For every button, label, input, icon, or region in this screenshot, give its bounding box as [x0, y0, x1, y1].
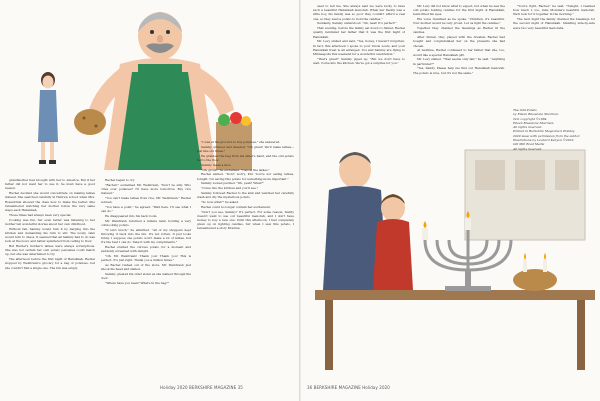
paragraph: Mr. Levy smiled and said, "Yes, honey, I haven't forgotten. In fact, this afternoon I spoke to your Uncle Louis, and your Hanukkah treat is all arranged. You and Sammy are flying to Minneapolis this weekend for a wonderful celebration."	[313, 39, 405, 57]
paragraph: Sammy greeted his older sister as she walked through the door.	[101, 272, 191, 281]
paragraph: Rachel began to cry.	[105, 178, 135, 182]
paragraph: But Rachel's mother's latkes were always scrumptious. She was not certain her own potato pancakes could match up, but she was determined to try.	[5, 244, 95, 257]
paragraph: "I was at the grocer's to buy potatoes," she answered.	[201, 140, 281, 144]
paragraph: Sammy made a face.	[201, 162, 232, 167]
girl-figure	[38, 72, 58, 164]
odd-potato	[74, 109, 106, 135]
credit-rights-2: All rights reserved.	[513, 146, 543, 151]
paragraph: He grabbed the bag from his sister's hand, and the odd potato fell to the floor.	[197, 153, 294, 162]
right-column-1	[313, 4, 405, 114]
credit-publisher: Old Mill Road Media	[513, 142, 545, 147]
paragraph: "Where have you been? What's in the bag?"	[105, 281, 170, 286]
menorah-scene-illustration	[315, 120, 595, 380]
paragraph: Sammy looked puzzled. "Oh, yeah? What?"	[201, 181, 264, 186]
paragraph: "Don't you see, Sammy? It's perfect. For some reason, Daddy doesn't want to use our beautiful menorah, and I don't have money to buy a new one. Until this afternoon, I had completely given up on lighting candles, but when I saw this potato, I remembered a story Momma	[197, 209, 294, 231]
credit-author: Eileen Bluestone Sherman.	[513, 120, 555, 125]
paragraph: Sammy grinned and sneered. "Oh great! We'll make latkes—just like old times."	[197, 144, 294, 153]
paragraph: "You're right, Rachel," he said. "Tonight, I realized how much I, too, miss Momma's beautiful menorah. We'll look for it together in the morning."	[513, 4, 595, 17]
paragraph: His voice trembled as he spoke. "Children, it's beautiful. Your mother would be very proud. Let us light the candles."	[413, 17, 505, 26]
paragraph: The afternoon before the first night of Hanukkah, Rachel stopped by Weintraub's grocery for a bag of potatoes, but she couldn't find a single one. The bin was empty.	[5, 257, 95, 270]
paragraph: At bedtime, Rachel confessed to her father that she, too, would like a special Hanukkah gift.	[413, 48, 505, 57]
left-column-2	[101, 178, 191, 383]
paragraph: Rachel could no longer contain her excitement.	[201, 204, 271, 209]
paragraph: After dinner, they played with the dreidels Rachel had bought and congratulated her on the presents she had chosen.	[413, 35, 505, 48]
paragraph: Together they chanted the blessings as Rachel lit the candles.	[413, 26, 505, 35]
right-column-2	[413, 4, 505, 114]
candle-flame	[424, 221, 427, 228]
potato-menorah	[513, 253, 557, 291]
paragraph: used to tell me. She always said we were lucky to have such a beautiful Hanukkah menorah. When her Daddy was a little boy, his family was so poor they couldn't afford a real one, so they used a potato to hold the candles."	[313, 4, 405, 21]
paragraph: "You can't make latkes from rice, Mr. Weintraub," Rachel sobbed.	[101, 196, 191, 205]
credit-byline: by Eileen Bluestone Sherman.	[513, 112, 559, 117]
paragraph: "Come into the kitchen and you'll see."	[201, 186, 259, 191]
paragraph: Suddenly, Sammy understood. "Oh, neat! It's perfect!"	[317, 21, 397, 26]
credit-title: The Odd Potato	[513, 108, 537, 112]
story-credits	[513, 108, 595, 151]
paragraph: grandmother had brought with her to America. But if her father did not want her to use it, he must have a good reason.	[5, 178, 95, 191]
paragraph: Sammy followed Rachel to the sink and watched her carefully wash and dry the mysterious potato.	[197, 190, 294, 200]
paragraph: He disappeared into his back room.	[105, 214, 158, 218]
paragraph: "Yes, Daddy. Please help me find our Hanukkah menorah. The potato is nice, but it's not the same."	[413, 66, 505, 75]
menorah-scene-drawing	[315, 120, 595, 380]
left-column-3	[197, 140, 294, 383]
paragraph: That evening, before the family sat down to dinner, Rachel quietly reminded her father that it was the first night of Hanukkah.	[313, 26, 405, 39]
left-column-1	[5, 178, 95, 383]
paragraph: Rachel decided she would concentrate on making latkes instead. She searched carefully in Hebrew school when Mrs. Rosenblum showed the class how to make the batter. She remembered watching her mother follow the very same steps each Hanukkah.	[5, 191, 95, 213]
credit-copyright: Text copyright ©1984	[513, 116, 547, 121]
paragraph: "It isn't much," he admitted. "All of my shoppers kept throwing it back into the bin. It's not rotten. It just looks funny. I suppose one potato won't make a lot of latkes, but it's the best I can do. Take it with my compliments."	[101, 227, 191, 245]
paragraph: Rachel smiled. "Don't worry, Kid. You're not eating latkes, tonight. I'm saving this potato for something more important."	[197, 172, 294, 181]
credit-illustrations: Illustrations by Leonard Kenyon ©2019	[513, 138, 574, 143]
paragraph: As Rachel rushed out of the store, Mr. Weintraub just shook his head and smiled.	[101, 263, 191, 272]
table-top	[315, 290, 595, 300]
paragraph: "So now what?" he asked.	[201, 199, 239, 204]
credit-printed: Printed in Berkshire Magazine's Holiday	[513, 129, 575, 134]
paragraph: Those times had always been very special.	[9, 212, 72, 217]
left-page-footer: Holiday 2020 BERKSHIRE MAGAZINE 35	[160, 385, 243, 390]
paragraph: The next night the family chanted the blessings for the second night of Hanukkah. Standing side-by-side were two very beautiful menorahs.	[513, 17, 595, 30]
paragraph: Rachel studied the curious potato for a moment and suddenly screamed with delight.	[101, 245, 191, 254]
paragraph: "Oh, Mr. Weintraub! Thank you! Thank you! This is perfect. It's just right. Thank you a million times."	[101, 254, 191, 263]
paragraph: "Rachel!" exclaimed Mr. Weintraub. "Don't be silly. Who cries over potatoes? I'll have more tomorrow. Buy rice instead."	[101, 182, 191, 196]
credit-rights: All rights reserved.	[513, 125, 543, 130]
right-page-footer: 36 BERKSHIRE MAGAZINE Holiday 2020	[307, 385, 390, 390]
paragraph: Cooking was fun, but even better was listening to her mother tell wonderful stories about her own childhood.	[5, 217, 95, 226]
left-page	[0, 0, 299, 401]
paragraph: Mr. Levy smiled. "That seems only fair," he said. "Anything in particular?"	[413, 57, 505, 66]
credit-permission: 2020 issue with permission from the author.	[513, 133, 581, 138]
paragraph: Mr. Levy did not know what to expect, but when he saw the odd potato holding candles for the first night of Hanukkah, tears filled his eyes.	[413, 4, 505, 17]
paragraph: "You have a point," he agreed. "Wait here. I'll see what I can do."	[101, 205, 191, 214]
paragraph: Without fail, Sammy would ruin it by barging into the kitchen and demanding his turn to stir. The lovely calm would turn to chaos. It seemed that all Sammy had to do was look at the bowl, and batter splattered from ceiling to floor.	[5, 226, 95, 244]
right-page	[301, 0, 600, 401]
paragraph: "That's great!" Sammy piped up. "But we don't have to wait. Come into the kitchen. We've got a surprise for you."	[313, 56, 405, 66]
paragraph: Mr. Weintraub returned a minute later, holding a very odd-looking potato.	[101, 218, 191, 227]
right-column-3	[513, 4, 595, 104]
paragraph: "Oh, gross!" he exclaimed. "Cancel the latkes."	[201, 167, 270, 172]
